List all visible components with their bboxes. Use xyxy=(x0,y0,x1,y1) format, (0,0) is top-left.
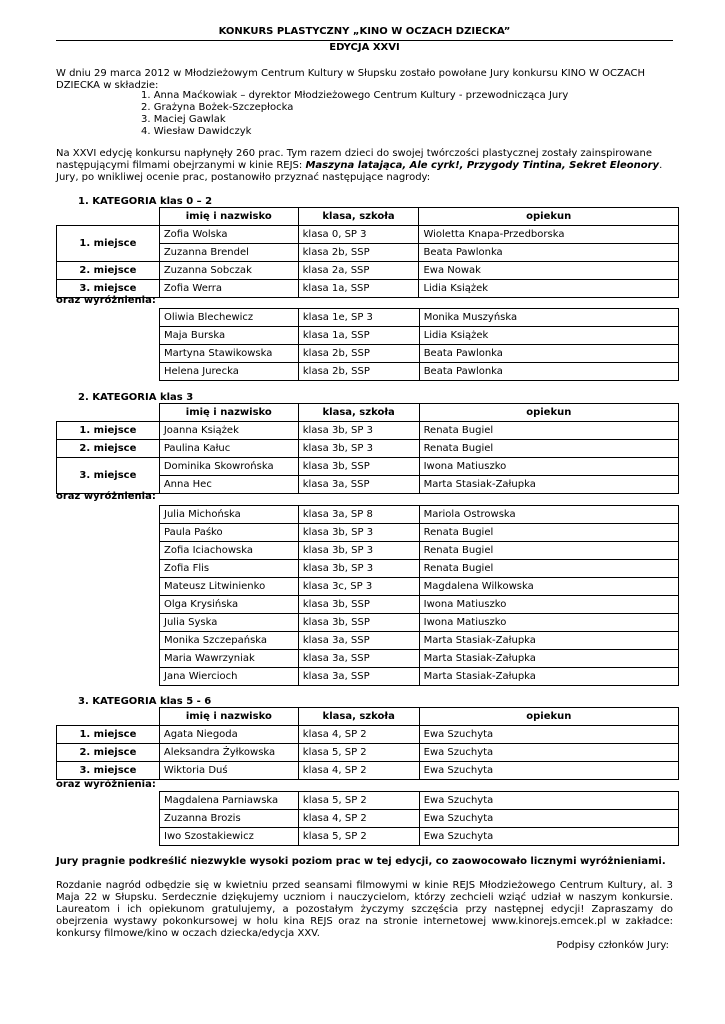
table-row xyxy=(160,560,679,578)
category-2-table xyxy=(56,403,679,494)
tutor-cell: Marta Stasiak-Załupka xyxy=(419,632,678,650)
table-header-row xyxy=(57,208,679,226)
name-cell: Zofia Flis xyxy=(160,560,299,578)
table-row xyxy=(57,762,679,780)
jury-highlight: Jury pragnie podkreślić niezwykle wysoki poziom prac w tej edycji, co zaowocowało licznymi wyróżnieniami. xyxy=(56,856,666,867)
place-cell: 3. miejsce xyxy=(57,762,160,780)
class-cell: klasa 5, SP 2 xyxy=(298,828,419,846)
intro-paragraph: W dniu 29 marca 2012 w Młodzieżowym Centrum Kultury w Słupsku zostało powołane Jury konkursu KINO W OCZACH DZIECKA w składzie: xyxy=(56,68,646,91)
place-cell: 1. miejsce xyxy=(57,226,160,262)
table-row xyxy=(57,744,679,762)
column-header-class: klasa, szkoła xyxy=(298,708,419,726)
class-cell: klasa 3a, SSP xyxy=(298,650,419,668)
category-1-honorable-table xyxy=(159,308,679,381)
table-row xyxy=(160,578,679,596)
class-cell: klasa 2b, SSP xyxy=(298,345,419,363)
name-cell: Helena Jurecka xyxy=(160,363,299,381)
category-1-table xyxy=(56,207,679,298)
class-cell: klasa 3b, SP 3 xyxy=(298,524,419,542)
place-cell: 2. miejsce xyxy=(57,744,160,762)
honorable-mentions-label: oraz wyróżnienia: xyxy=(56,491,156,502)
table-row xyxy=(160,614,679,632)
name-cell: Joanna Książek xyxy=(159,422,298,440)
class-cell: klasa 3b, SP 3 xyxy=(298,440,419,458)
category-1-title: 1. KATEGORIA klas 0 – 2 xyxy=(78,196,213,207)
name-cell: Maria Wawrzyniak xyxy=(160,650,299,668)
tutor-cell: Marta Stasiak-Załupka xyxy=(419,476,678,494)
place-cell: 1. miejsce xyxy=(57,422,160,440)
name-cell: Zuzanna Brozis xyxy=(160,810,299,828)
empty-cell xyxy=(57,208,160,226)
name-cell: Zofia Wolska xyxy=(159,226,298,244)
name-cell: Paulina Kałuc xyxy=(159,440,298,458)
category-3-table xyxy=(56,707,679,780)
class-cell: klasa 5, SP 2 xyxy=(298,744,419,762)
category-3-honorable-table xyxy=(159,791,679,846)
name-cell: Dominika Skowrońska xyxy=(159,458,298,476)
empty-cell xyxy=(57,404,160,422)
tutor-cell: Iwona Matiuszko xyxy=(419,458,678,476)
table-row xyxy=(160,828,679,846)
tutor-cell: Beata Pawlonka xyxy=(419,363,678,381)
table-header-row xyxy=(57,404,679,422)
tutor-cell: Ewa Szuchyta xyxy=(419,726,678,744)
category-3-title: 3. KATEGORIA klas 5 - 6 xyxy=(78,696,212,707)
tutor-cell: Lidia Książek xyxy=(419,280,679,298)
tutor-cell: Renata Bugiel xyxy=(419,422,678,440)
jury-member: 3. Maciej Gawlak xyxy=(141,114,226,125)
tutor-cell: Ewa Szuchyta xyxy=(419,762,678,780)
class-cell: klasa 5, SP 2 xyxy=(298,792,419,810)
class-cell: klasa 4, SP 2 xyxy=(298,810,419,828)
class-cell: klasa 2b, SSP xyxy=(298,363,419,381)
table-row xyxy=(160,327,679,345)
category-2-honorable-table xyxy=(159,505,679,686)
tutor-cell: Renata Bugiel xyxy=(419,440,678,458)
class-cell: klasa 3b, SP 3 xyxy=(298,542,419,560)
name-cell: Magdalena Parniawska xyxy=(160,792,299,810)
column-header-tutor: opiekun xyxy=(419,404,678,422)
class-cell: klasa 1a, SSP xyxy=(298,327,419,345)
class-cell: klasa 1e, SP 3 xyxy=(298,309,419,327)
class-cell: klasa 3b, SP 3 xyxy=(298,422,419,440)
tutor-cell: Ewa Szuchyta xyxy=(419,744,678,762)
place-cell: 3. miejsce xyxy=(57,280,160,298)
tutor-cell: Ewa Szuchyta xyxy=(419,792,678,810)
place-cell: 1. miejsce xyxy=(57,726,160,744)
document-title: KONKURS PLASTYCZNY „KINO W OCZACH DZIECKA” xyxy=(218,26,511,37)
tutor-cell: Monika Muszyńska xyxy=(419,309,678,327)
name-cell: Zuzanna Brendel xyxy=(159,244,298,262)
tutor-cell: Renata Bugiel xyxy=(419,542,678,560)
place-cell: 3. miejsce xyxy=(57,458,160,494)
table-row xyxy=(160,632,679,650)
table-row xyxy=(57,422,679,440)
place-cell: 2. miejsce xyxy=(57,262,160,280)
table-row xyxy=(57,726,679,744)
tutor-cell: Iwona Matiuszko xyxy=(419,614,678,632)
name-cell: Mateusz Litwinienko xyxy=(160,578,299,596)
tutor-cell: Iwona Matiuszko xyxy=(419,596,678,614)
table-row xyxy=(160,506,679,524)
column-header-class: klasa, szkoła xyxy=(298,208,419,226)
column-header-class: klasa, szkoła xyxy=(298,404,419,422)
tutor-cell: Ewa Szuchyta xyxy=(419,810,678,828)
table-row xyxy=(57,262,679,280)
name-cell: Maja Burska xyxy=(160,327,299,345)
tutor-cell: Ewa Nowak xyxy=(419,262,679,280)
column-header-name: imię i nazwisko xyxy=(159,708,298,726)
name-cell: Agata Niegoda xyxy=(159,726,298,744)
summary-text-end: . Jury, po wnikliwej ocenie prac, postanowiło przyznać następujące nagrody: xyxy=(56,160,663,183)
honorable-mentions-label: oraz wyróżnienia: xyxy=(56,779,156,790)
class-cell: klasa 2b, SSP xyxy=(298,244,419,262)
class-cell: klasa 3c, SP 3 xyxy=(298,578,419,596)
closing-paragraph: Rozdanie nagród odbędzie się w kwietniu przed seansami filmowymi w kinie REJS Młodzieżowego Centrum Kultury, al. 3 Maja 22 w Słupsku. Serdecznie dziękujemy uczniom i nauczycielom, którzy zechcieli wziąć udział w naszym konkursie. Laureatom i ich opiekunom gratulujemy, a pozostałym życzymy szczęścia przy następnej edycji! Zapraszamy do obejrzenia wystawy pokonkursowej w holu kina REJS oraz na stronie internetowej www.kinorejs.emcek.pl w zakładce: konkursy filmowe/kino w oczach dziecka/edycja XXV. xyxy=(56,880,673,939)
class-cell: klasa 4, SP 2 xyxy=(298,762,419,780)
name-cell: Zofia Iciachowska xyxy=(160,542,299,560)
table-row xyxy=(160,668,679,686)
empty-cell xyxy=(57,708,160,726)
jury-list xyxy=(141,90,568,138)
table-row xyxy=(160,309,679,327)
table-row xyxy=(160,542,679,560)
name-cell: Julia Michońska xyxy=(160,506,299,524)
name-cell: Jana Wiercioch xyxy=(160,668,299,686)
film-titles: Maszyna latająca, Ale cyrk!, Przygody Tintina, Sekret Eleonory xyxy=(305,160,660,171)
tutor-cell: Renata Bugiel xyxy=(419,524,678,542)
summary-text: Na XXVI edycję konkursu napłynęły 260 prac. Tym razem dzieci do swojej twórczości plastycznej zostały zainspirowane następującymi filmami obejrzanymi w kinie REJS: xyxy=(56,148,653,171)
class-cell: klasa 3b, SP 3 xyxy=(298,560,419,578)
place-cell: 2. miejsce xyxy=(57,440,160,458)
tutor-cell: Renata Bugiel xyxy=(419,560,678,578)
table-header-row xyxy=(57,708,679,726)
class-cell: klasa 0, SP 3 xyxy=(298,226,419,244)
edition-title: EDYCJA XXVI xyxy=(329,42,400,53)
class-cell: klasa 3a, SSP xyxy=(298,632,419,650)
table-row xyxy=(57,226,679,244)
tutor-cell: Marta Stasiak-Załupka xyxy=(419,650,678,668)
table-row xyxy=(160,524,679,542)
name-cell: Anna Hec xyxy=(159,476,298,494)
class-cell: klasa 2a, SSP xyxy=(298,262,419,280)
summary-paragraph xyxy=(56,148,673,184)
class-cell: klasa 3b, SSP xyxy=(298,614,419,632)
table-row xyxy=(160,596,679,614)
tutor-cell: Magdalena Wilkowska xyxy=(419,578,678,596)
jury-member: 1. Anna Maćkowiak – dyrektor Młodzieżowego Centrum Kultury - przewodnicząca Jury xyxy=(141,90,569,101)
table-row xyxy=(160,792,679,810)
name-cell: Wiktoria Duś xyxy=(159,762,298,780)
column-header-name: imię i nazwisko xyxy=(159,404,298,422)
tutor-cell: Wioletta Knapa-Przedborska xyxy=(419,226,679,244)
class-cell: klasa 3b, SSP xyxy=(298,458,419,476)
class-cell: klasa 3a, SSP xyxy=(298,668,419,686)
name-cell: Monika Szczepańska xyxy=(160,632,299,650)
tutor-cell: Marta Stasiak-Załupka xyxy=(419,668,678,686)
name-cell: Paula Paśko xyxy=(160,524,299,542)
tutor-cell: Beata Pawlonka xyxy=(419,345,678,363)
jury-member: 2. Grażyna Bożek-Szczepłocka xyxy=(141,102,294,113)
name-cell: Martyna Stawikowska xyxy=(160,345,299,363)
column-header-tutor: opiekun xyxy=(419,708,678,726)
class-cell: klasa 3b, SSP xyxy=(298,596,419,614)
table-row xyxy=(57,458,679,476)
table-row xyxy=(160,650,679,668)
table-row xyxy=(160,810,679,828)
table-row xyxy=(160,345,679,363)
name-cell: Iwo Szostakiewicz xyxy=(160,828,299,846)
class-cell: klasa 3a, SSP xyxy=(298,476,419,494)
tutor-cell: Lidia Książek xyxy=(419,327,678,345)
class-cell: klasa 3a, SP 8 xyxy=(298,506,419,524)
name-cell: Olga Krysińska xyxy=(160,596,299,614)
class-cell: klasa 1a, SSP xyxy=(298,280,419,298)
class-cell: klasa 4, SP 2 xyxy=(298,726,419,744)
title-divider xyxy=(56,40,673,41)
name-cell: Aleksandra Żyłkowska xyxy=(159,744,298,762)
name-cell: Zuzanna Sobczak xyxy=(159,262,298,280)
column-header-tutor: opiekun xyxy=(419,208,679,226)
name-cell: Oliwia Blechewicz xyxy=(160,309,299,327)
jury-member: 4. Wiesław Dawidczyk xyxy=(141,126,252,137)
tutor-cell: Mariola Ostrowska xyxy=(419,506,678,524)
column-header-name: imię i nazwisko xyxy=(159,208,298,226)
honorable-mentions-label: oraz wyróżnienia: xyxy=(56,295,156,306)
tutor-cell: Ewa Szuchyta xyxy=(419,828,678,846)
tutor-cell: Beata Pawlonka xyxy=(419,244,679,262)
category-2-title: 2. KATEGORIA klas 3 xyxy=(78,392,194,403)
table-row xyxy=(160,363,679,381)
name-cell: Zofia Werra xyxy=(159,280,298,298)
name-cell: Julia Syska xyxy=(160,614,299,632)
table-row xyxy=(57,440,679,458)
jury-signatures-label: Podpisy członków Jury: xyxy=(556,940,669,951)
